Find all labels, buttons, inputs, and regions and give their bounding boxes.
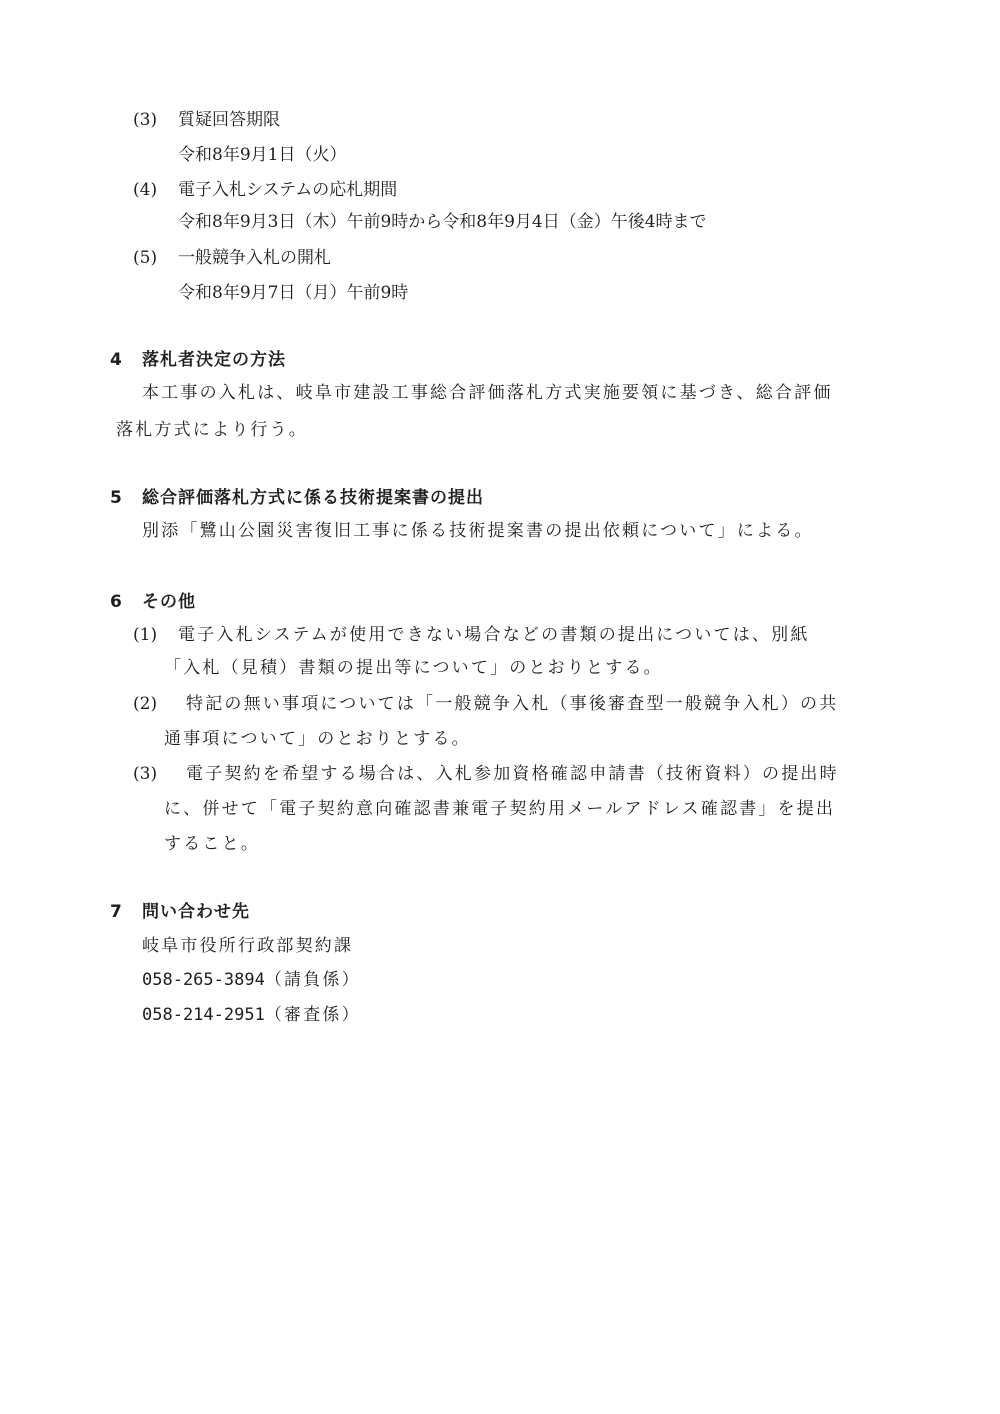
section-4-title: 落札者決定の方法 <box>142 350 286 370</box>
contact-phone-1 <box>142 968 361 992</box>
other-item-3-line-1: 電子契約を希望する場合は、入札参加資格確認申請書（技術資料）の提出時 <box>186 764 839 784</box>
other-item-2-number: (2) <box>133 694 158 714</box>
other-item-1-number: (1) <box>133 625 158 645</box>
other-item-3-line-3: すること。 <box>164 834 260 854</box>
section-7-title: 問い合わせ先 <box>142 902 250 922</box>
contact-phone-1-number: 058-265-3894 <box>142 970 265 990</box>
item-4-number: (4) <box>133 180 158 200</box>
section-6-number: 6 <box>110 592 123 612</box>
item-5-number: (5) <box>133 248 158 268</box>
item-3-number: (3) <box>133 110 158 130</box>
item-3-title: 質疑回答期限 <box>178 110 280 130</box>
item-5-title: 一般競争入札の開札 <box>178 248 331 268</box>
other-item-2-line-2: 通事項について」のとおりとする。 <box>164 729 471 749</box>
section-5-text-line-1: 別添「鷺山公園災害復旧工事に係る技術提案書の提出依頼について」による。 <box>142 521 814 541</box>
section-7-number: 7 <box>110 902 123 922</box>
contact-phone-2-label: （審査係） <box>264 1005 361 1025</box>
contact-phone-2-number: 058-214-2951 <box>142 1005 265 1025</box>
other-item-3-number: (3) <box>133 764 158 784</box>
item-4-title: 電子入札システムの応札期間 <box>178 180 398 200</box>
section-5-title: 総合評価落札方式に係る技術提案書の提出 <box>142 488 484 508</box>
contact-phone-1-label: （請負係） <box>264 970 361 990</box>
other-item-3-line-2: に、併せて「電子契約意向確認書兼電子契約用メールアドレス確認書」を提出 <box>164 799 836 819</box>
section-4-text-line-2: 落札方式により行う。 <box>116 420 308 440</box>
other-item-2-line-1: 特記の無い事項については「一般競争入札（事後審査型一般競争入札）の共 <box>186 694 839 714</box>
item-4-detail: 令和8年9月3日（木）午前9時から令和8年9月4日（金）午後4時まで <box>178 212 707 232</box>
section-6-title: その他 <box>142 592 196 612</box>
other-item-1-line-1: 電子入札システムが使用できない場合などの書類の提出については、別紙 <box>178 625 810 645</box>
item-5-detail: 令和8年9月7日（月）午前9時 <box>178 283 409 303</box>
item-3-detail: 令和8年9月1日（火） <box>178 145 347 165</box>
section-5-number: 5 <box>110 488 123 508</box>
other-item-1-line-2: 「入札（見積）書類の提出等について」のとおりとする。 <box>164 658 663 678</box>
section-4-number: 4 <box>110 350 123 370</box>
contact-office: 岐阜市役所行政部契約課 <box>142 936 354 956</box>
contact-phone-2 <box>142 1003 361 1027</box>
section-4-text-line-1: 本工事の入札は、岐阜市建設工事総合評価落札方式実施要領に基づき、総合評価 <box>142 383 833 403</box>
